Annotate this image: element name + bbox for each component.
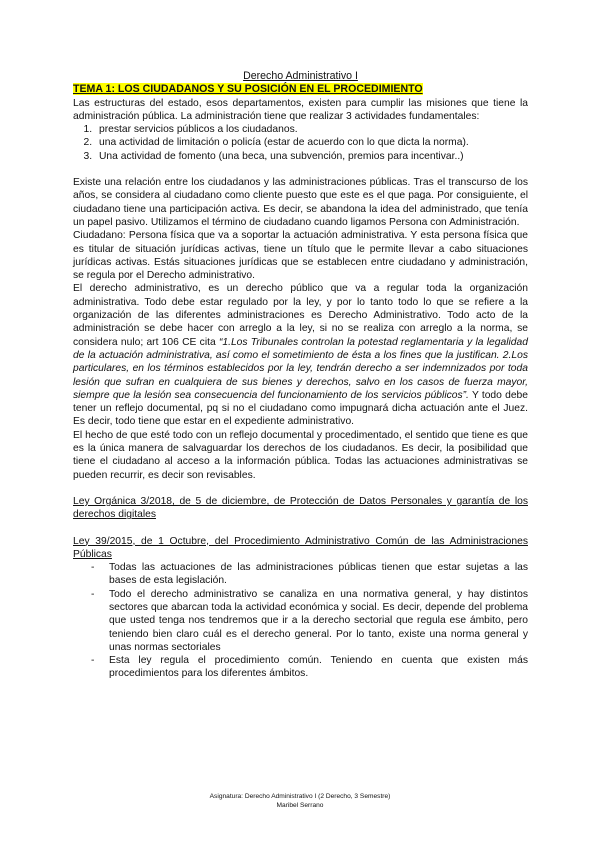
activities-list xyxy=(73,123,528,163)
paragraph-text: El derecho administrativo, es un derecho público que va a regular toda la organización administrativa. Todo debe estar regulado por la ley, y por lo tanto todo lo que se refiere a la organización de las diferentes administraciones es Derecho Administrativo. Todo acto de la administración se debe hacer con arreglo a la ley, si no se realiza con arreglo a la norma, se considera nulo; art 106 CE cita xyxy=(73,283,528,348)
doc-title: Derecho Administrativo I xyxy=(243,70,358,82)
list-item: 3. Una actividad de fomento (una beca, una subvención, premios para incentivar..) xyxy=(95,150,528,163)
list-item: 1. prestar servicios públicos a los ciudadanos. xyxy=(95,123,528,136)
spacer xyxy=(73,163,528,176)
law-title-procedure: Ley 39/2015, de 1 Octubre, del Procedimiento Administrativo Común de las Administraciones Públicas xyxy=(73,535,528,560)
topic-title-line xyxy=(73,83,528,96)
list-item: 2. una actividad de limitación o policía (estar de acuerdo con lo que dicta la norma). xyxy=(95,136,528,149)
spacer xyxy=(73,522,528,535)
intro-paragraph: Las estructuras del estado, esos departamentos, existen para cumplir las misiones que tiene la administración pública. La administración tiene que realizar 3 actividades fundamentales: xyxy=(73,97,528,122)
paragraph-citizen-relation: Existe una relación entre los ciudadanos y las administraciones públicas. Tras el transcurso de los años, se considera al ciudadano como cliente puesto que este es el que paga. Por consiguiente, el ciudadano tiene una participación activa. Es decir, se abandona la idea del administrado, que tenía un papel pasivo. Utilizamos el término de ciudadano cuando ligamos Persona con Administración. xyxy=(73,177,528,228)
list-item: - Todo el derecho administrativo se canaliza en una normativa general, y hay distintos sectores que abarcan toda la actividad económica y social. Es decir, depende del problema que usted tenga nos tendremos que ir a la derecho sectorial que regula ese ámbito, pero teniendo bien claro cuál es el derecho general. Por lo tanto, existe una norma general y unas normas sectoriales xyxy=(73,588,528,654)
footer-subject: Asignatura: Derecho Administrativo I (2 Derecho, 3 Semestre) xyxy=(209,793,391,800)
topic-title: TEMA 1: LOS CIUDADANOS Y SU POSICIÓN EN EL PROCEDIMIENTO xyxy=(73,83,423,96)
law-title-data-protection: Ley Orgánica 3/2018, de 5 de diciembre, de Protección de Datos Personales y garantía de los derechos digitales xyxy=(73,495,528,521)
paragraph-administrative-law xyxy=(73,282,528,428)
paragraph-documentation: El hecho de que esté todo con un reflejo documental y procedimentado, el sentido que tiene es que es la única manera de salvaguardar los derechos de los ciudadanos. Es decir, la posibilidad que tiene el ciudadano al acceso a la información pública. Todas las actuaciones administrativas se pueden recurrir, es decir son revisables. xyxy=(73,429,528,481)
list-item: - Esta ley regula el procedimiento común. Teniendo en cuenta que existen más procedimientos para los diferentes ámbitos. xyxy=(73,654,528,681)
constitution-quote: “1.Los Tribunales controlan la potestad reglamentaria y la legalidad de la actuación administrativa, así como el sometimiento de ésta a los fines que la justifican. 2.Los particulares, en los términos establecidos por la ley, tendrán derecho a ser indemnizados por toda lesión que sufran en cualquiera de sus bienes y derechos, salvo en los casos de fuerza mayor, siempre que la lesión sea consecuencia del funcionamiento de los servicios públicos”. xyxy=(73,336,528,401)
footer-author: Maribel Serrano xyxy=(276,802,324,809)
page-footer xyxy=(0,792,600,810)
spacer xyxy=(73,482,528,495)
paragraph-citizen-definition: Ciudadano: Persona física que va a soportar la actuación administrativa. Y esta persona física que es titular de situación jurídicas activas, tiene un título que le permite llevar a cabo situaciones jurídicas activas. Estás situaciones jurídicas que se establecen entre ciudadano y administración, se regula por el Derecho administrativo. xyxy=(73,230,528,282)
law-bullets xyxy=(73,561,528,681)
document-page xyxy=(73,70,528,681)
list-item: - Todas las actuaciones de las administraciones públicas tienen que estar sujetas a las bases de esta legislación. xyxy=(73,561,528,588)
paragraph-text: Y todo debe tener un reflejo documental, pq si no el ciudadano como impugnará dicha actuación ante el Juez. Es decir, todo tiene que estar en el expediente administrativo. xyxy=(73,389,528,428)
doc-title-line xyxy=(73,70,528,83)
